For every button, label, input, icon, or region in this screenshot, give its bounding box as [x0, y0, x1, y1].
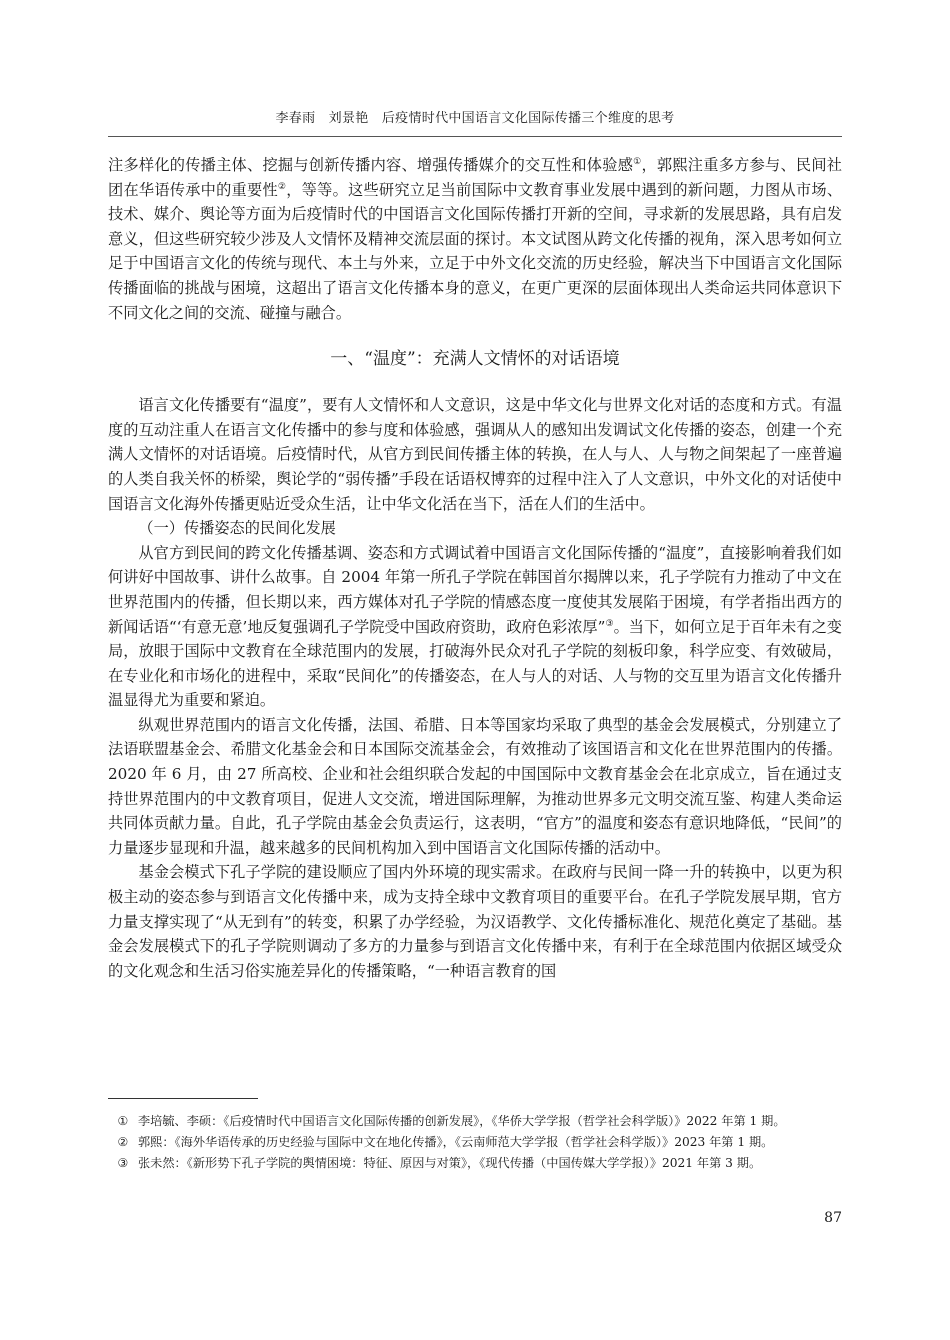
- body-paragraph-4: 基金会模式下孔子学院的建设顺应了国内外环境的现实需求。在政府与民间一降一升的转换中，以更为积极主动的姿态参与到语言文化传播中来，成为支持全球中文教育项目的重要平台。在孔子学院发展早期，官方力量支撑实现了“从无到有”的转变，积累了办学经验，为汉语教学、文化传播标准化、规范化奠定了基础。基金会发展模式下的孔子学院则调动了多方的力量参与到语言文化传播中来，有利于在全球范围内依据区域受众的文化观念和生活习俗实施差异化的传播策略，“一种语言教育的国: [108, 863, 842, 980]
- intro-text-b: ，郭熙注重多方参与、民间社团在华语传承中的重要性: [108, 156, 842, 199]
- intro-text-a: 注多样化的传播主体、挖掘与创新传播内容、增强传播媒介的交互性和体验感: [108, 156, 634, 174]
- footnote-ref-2[interactable]: ②: [277, 181, 287, 192]
- footnote-text: 张未然：《新形势下孔子学院的舆情困境：特征、原因与对策》，《现代传播（中国传媒大学学报）》2021 年第 3 期。: [138, 1156, 762, 1170]
- subsection-heading: （一）传播姿态的民间化发展: [138, 519, 336, 538]
- footnote-1: [108, 1113, 842, 1130]
- intro-text-c: ，等等。这些研究立足当前国际中文教育事业发展中遇到的新问题，力图从市场、技术、媒介、舆论等方面为后疫情时代的中国语言文化国际传播打开新的空间，寻求新的发展思路，具有启发意义，但这些研究较少涉及人文情怀及精神交流层面的探讨。本文试图从跨文化传播的视角，深入思考如何立足于中国语言文化的传统与现代、本土与外来，立足于中外文化交流的历史经验，解决当下中国语言文化国际传播面临的挑战与困境，这超出了语言文化传播本身的意义，在更广更深的层面体现出人类命运共同体意识下不同文化之间的交流、碰撞与融合。: [108, 180, 843, 322]
- para2-text-a: 从官方到民间的跨文化传播基调、姿态和方式调试着中国语言文化国际传播的“温度”，直接影响着我们如何讲好中国故事、讲什么故事。自 2004 年第一所孔子学院在韩国首尔揭牌以来，孔子学院有力推动了中文在世界范围内的传播，但长期以来，西方媒体对孔子学院的情感态度一度使其发展陷于困境，有学者指出西方的新闻话语“‘有意无意’地反复强调孔子学院受中国政府资助，政府色彩浓厚”: [108, 543, 842, 636]
- article-body: [108, 153, 842, 983]
- running-head: 李春雨 刘景艳 后疫情时代中国语言文化国际传播三个维度的思考: [275, 111, 675, 126]
- body-paragraph-1: 语言文化传播要有“温度”，要有人文情怀和人文意识，这是中华文化与世界文化对话的态度和方式。有温度的互动注重人在语言文化传播中的参与度和体验感，强调从人的感知出发调试文化传播的姿态，创建一个充满人文情怀的对话语境。后疫情时代，从官方到民间传播主体的转换，在人与人、人与物之间架起了一座普遍的人类自我关怀的桥梁，舆论学的“弱传播”手段在话语权博弈的过程中注入了人文意识，中外文化的对话使中国语言文化海外传播更贴近受众生活，让中华文化活在当下，活在人们的生活中。: [108, 396, 842, 513]
- footnote-mark: ②: [117, 1135, 129, 1149]
- footnote-text: 郭熙：《海外华语传承的历史经验与国际中文在地化传播》，《云南师范大学学报（哲学社会科学版）》2023 年第 1 期。: [138, 1135, 774, 1149]
- footnote-ref-1[interactable]: ①: [633, 156, 642, 167]
- section-heading: 一、“温度”：充满人文情怀的对话语境: [330, 349, 620, 370]
- page-number: 87: [824, 1210, 842, 1226]
- footnote-ref-3[interactable]: ③: [605, 618, 614, 629]
- body-paragraph-2: [108, 541, 842, 713]
- header-divider: [108, 136, 842, 137]
- paper-page: [108, 0, 842, 1340]
- footnote-mark: ③: [117, 1156, 129, 1170]
- footnote-mark: ①: [117, 1114, 129, 1128]
- para2-text-b: 。当下，如何立足于百年未有之变局，放眼于国际中文教育在全球范围内的发展，打破海外民众对孔子学院的刻板印象，科学应变、有效破局，在专业化和市场化的进程中，采取“民间化”的传播姿态，在人与人的对话、人与物的交互里为语言文化传播升温显得尤为重要和紧迫。: [108, 617, 842, 710]
- body-paragraph-3: 纵观世界范围内的语言文化传播，法国、希腊、日本等国家均采取了典型的基金会发展模式，分别建立了法语联盟基金会、希腊文化基金会和日本国际交流基金会，有效推动了该国语言和文化在世界范围内的传播。2020 年 6 月，由 27 所高校、企业和社会组织联合发起的中国国际中文教育基金会在北京成立，旨在通过支持世界范围内的中文教育项目，促进人文交流，增进国际理解，为推动世界多元文明交流互鉴、构建人类命运共同体贡献力量。自此，孔子学院由基金会负责运行，这表明，“官方”的温度和姿态有意识地降低，“民间”的力量逐步显现和升温，越来越多的民间机构加入到中国语言文化国际传播的活动中。: [108, 715, 842, 857]
- footnote-3: [108, 1155, 842, 1172]
- footnotes: [108, 1113, 842, 1176]
- footnote-text: 李培毓、李硕：《后疫情时代中国语言文化国际传播的创新发展》，《华侨大学学报（哲学社会科学版）》2022 年第 1 期。: [138, 1114, 786, 1128]
- intro-paragraph: [108, 153, 842, 325]
- footnote-2: [108, 1134, 842, 1151]
- footnote-divider: [108, 1098, 258, 1099]
